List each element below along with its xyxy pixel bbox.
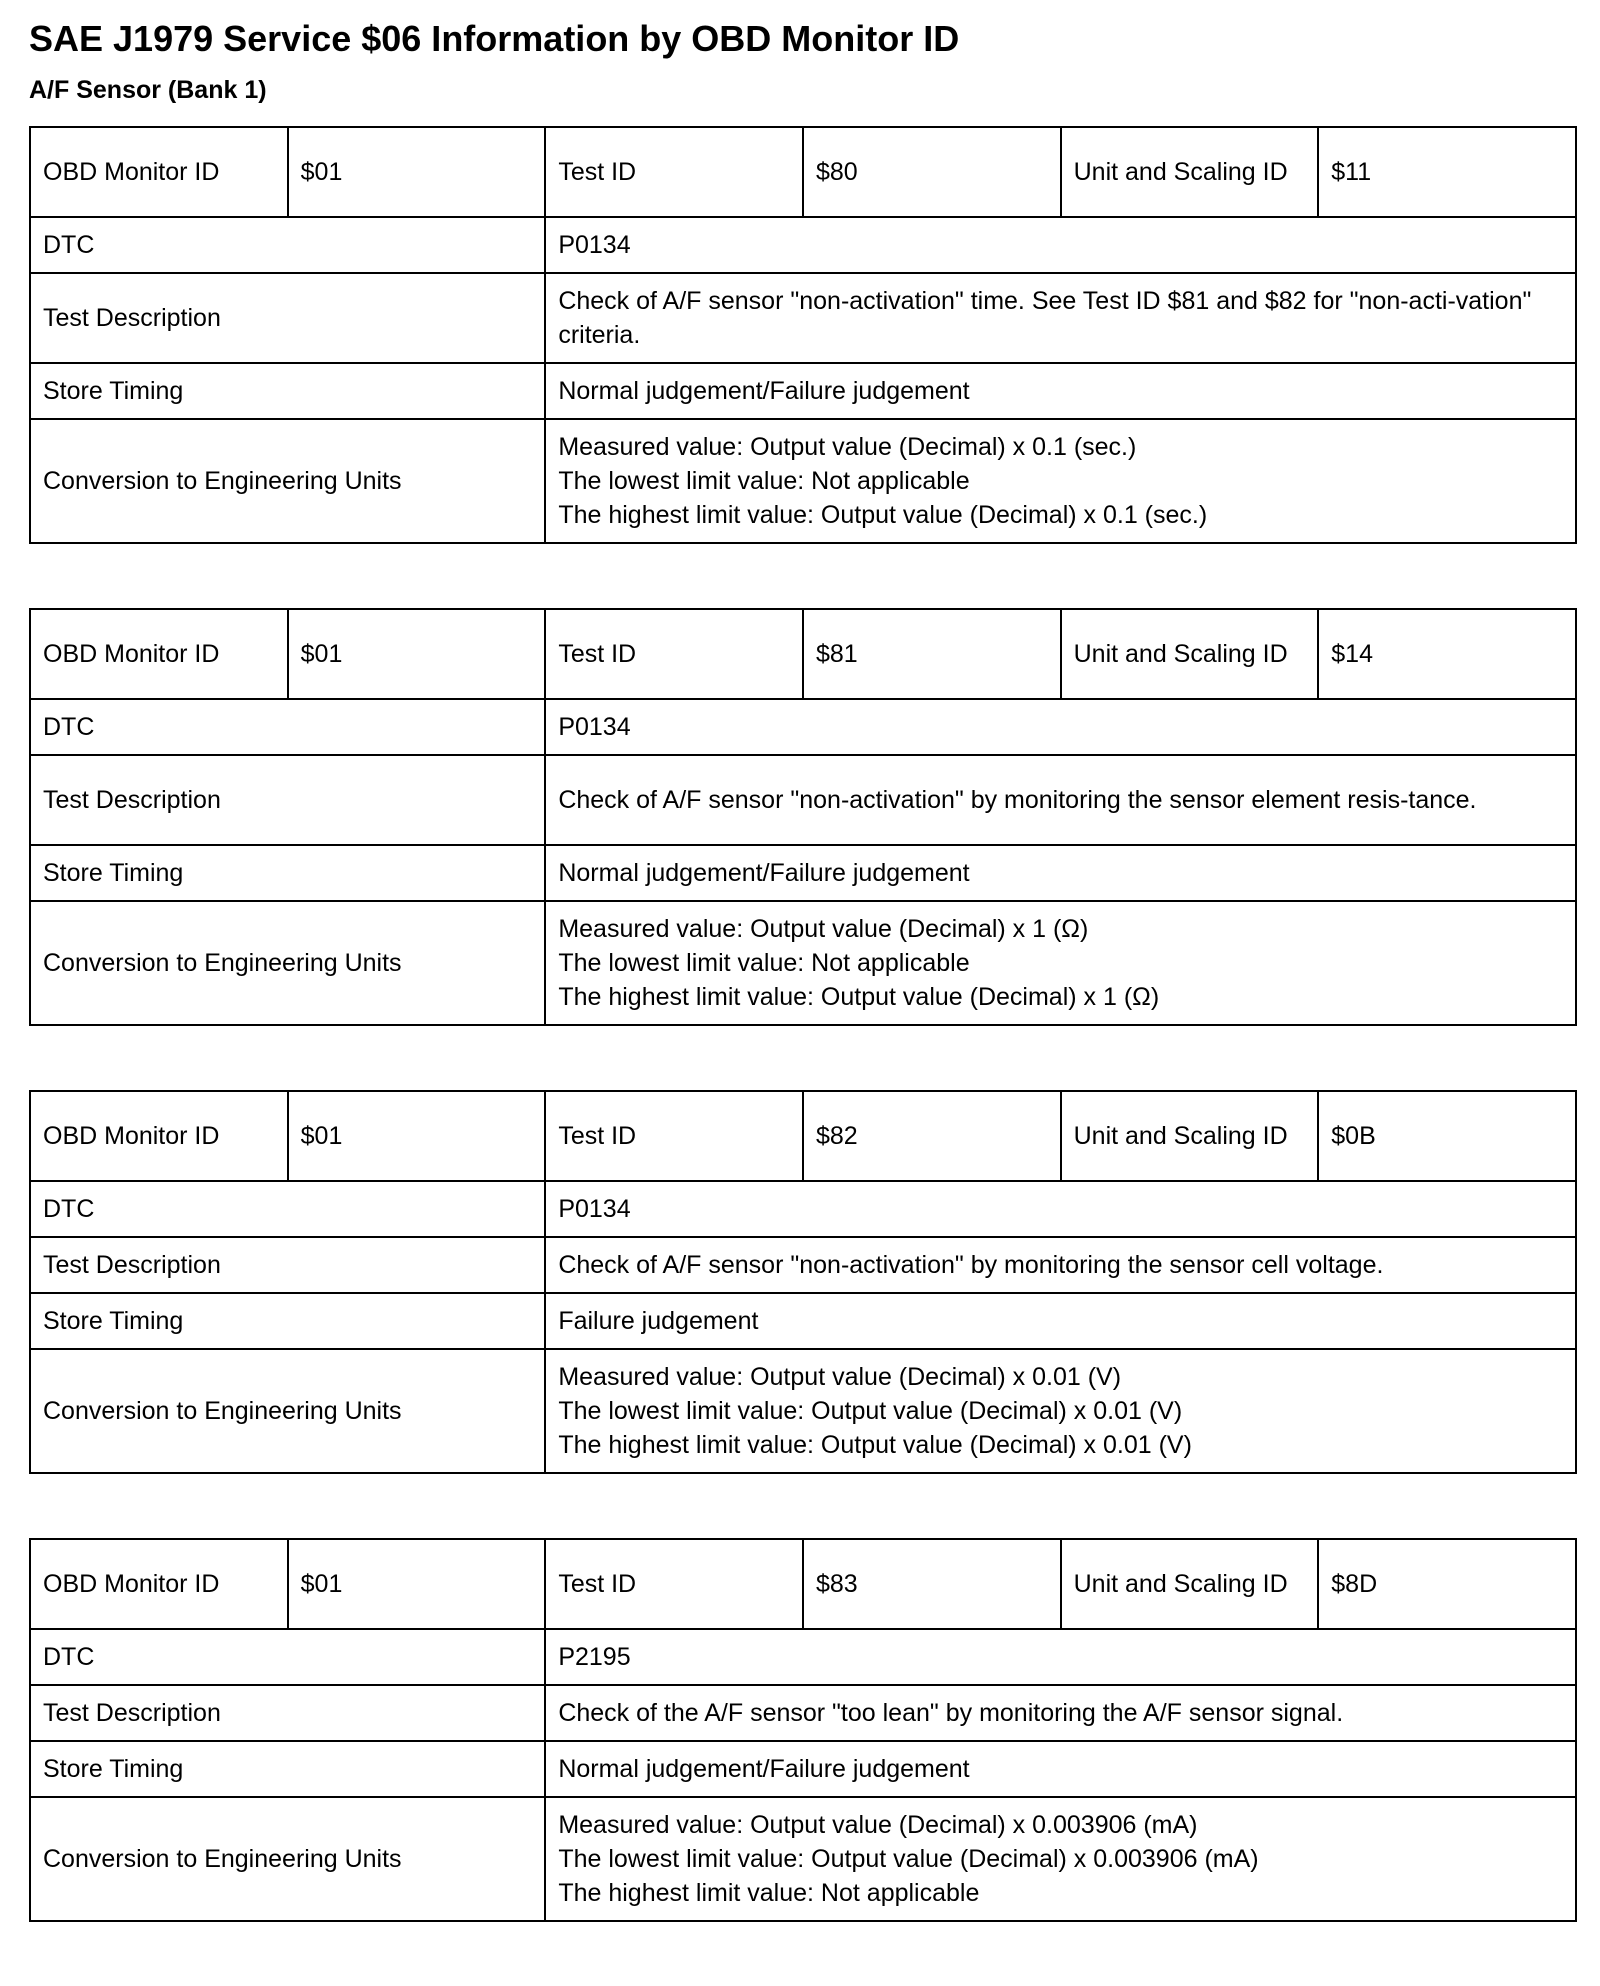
store-timing-label: Store Timing bbox=[30, 1741, 545, 1797]
conversion-line: Measured value: Output value (Decimal) x 1 (Ω) bbox=[558, 915, 1089, 943]
conversion-label: Conversion to Engineering Units bbox=[30, 901, 545, 1025]
table-row bbox=[30, 419, 1576, 543]
test-id-value: $80 bbox=[803, 127, 1061, 217]
monitor-id-label: OBD Monitor ID bbox=[30, 609, 288, 699]
table-row bbox=[30, 1349, 1576, 1473]
monitor-id-label: OBD Monitor ID bbox=[30, 1091, 288, 1181]
dtc-value: P0134 bbox=[545, 699, 1576, 755]
unit-scaling-value: $0B bbox=[1318, 1091, 1576, 1181]
monitor-id-label: OBD Monitor ID bbox=[30, 1539, 288, 1629]
test-id-label: Test ID bbox=[545, 1539, 803, 1629]
monitor-tables bbox=[29, 126, 1577, 1986]
conversion-line: The lowest limit value: Not applicable bbox=[558, 949, 970, 977]
conversion-value bbox=[545, 1797, 1576, 1921]
monitor-id-value: $01 bbox=[288, 609, 546, 699]
conversion-label: Conversion to Engineering Units bbox=[30, 419, 545, 543]
table-row bbox=[30, 1293, 1576, 1349]
description-value: Check of A/F sensor "non-activation" by monitoring the sensor element resis-tance. bbox=[545, 755, 1576, 845]
monitor-id-value: $01 bbox=[288, 1091, 546, 1181]
store-timing-value: Failure judgement bbox=[545, 1293, 1576, 1349]
description-value: Check of A/F sensor "non-activation" by monitoring the sensor cell voltage. bbox=[545, 1237, 1576, 1293]
store-timing-label: Store Timing bbox=[30, 1293, 545, 1349]
unit-scaling-label: Unit and Scaling ID bbox=[1061, 609, 1319, 699]
test-id-value: $81 bbox=[803, 609, 1061, 699]
table-row bbox=[30, 273, 1576, 363]
table-row bbox=[30, 755, 1576, 845]
store-timing-value: Normal judgement/Failure judgement bbox=[545, 363, 1576, 419]
store-timing-value: Normal judgement/Failure judgement bbox=[545, 1741, 1576, 1797]
store-timing-value: Normal judgement/Failure judgement bbox=[545, 845, 1576, 901]
conversion-line: The lowest limit value: Not applicable bbox=[558, 467, 970, 495]
unit-scaling-value: $14 bbox=[1318, 609, 1576, 699]
unit-scaling-label: Unit and Scaling ID bbox=[1061, 1091, 1319, 1181]
dtc-label: DTC bbox=[30, 1181, 545, 1237]
unit-scaling-label: Unit and Scaling ID bbox=[1061, 127, 1319, 217]
test-id-label: Test ID bbox=[545, 1091, 803, 1181]
monitor-table bbox=[29, 126, 1577, 544]
conversion-line: The highest limit value: Output value (Decimal) x 1 (Ω) bbox=[558, 983, 1160, 1011]
table-row bbox=[30, 901, 1576, 1025]
table-row bbox=[30, 217, 1576, 273]
conversion-line: The highest limit value: Not applicable bbox=[558, 1879, 980, 1907]
dtc-value: P2195 bbox=[545, 1629, 1576, 1685]
table-row bbox=[30, 1685, 1576, 1741]
store-timing-label: Store Timing bbox=[30, 363, 545, 419]
table-row bbox=[30, 127, 1576, 217]
description-value: Check of the A/F sensor "too lean" by monitoring the A/F sensor signal. bbox=[545, 1685, 1576, 1741]
description-label: Test Description bbox=[30, 273, 545, 363]
table-row bbox=[30, 1741, 1576, 1797]
test-id-label: Test ID bbox=[545, 127, 803, 217]
table-row bbox=[30, 609, 1576, 699]
section-subtitle: A/F Sensor (Bank 1) bbox=[29, 76, 267, 104]
store-timing-label: Store Timing bbox=[30, 845, 545, 901]
table-row bbox=[30, 1181, 1576, 1237]
dtc-label: DTC bbox=[30, 1629, 545, 1685]
table-row bbox=[30, 699, 1576, 755]
dtc-label: DTC bbox=[30, 217, 545, 273]
dtc-value: P0134 bbox=[545, 217, 1576, 273]
unit-scaling-label: Unit and Scaling ID bbox=[1061, 1539, 1319, 1629]
table-row bbox=[30, 1237, 1576, 1293]
table-row bbox=[30, 1629, 1576, 1685]
table-row bbox=[30, 1797, 1576, 1921]
monitor-id-value: $01 bbox=[288, 127, 546, 217]
conversion-line: The highest limit value: Output value (Decimal) x 0.1 (sec.) bbox=[558, 501, 1208, 529]
table-row bbox=[30, 845, 1576, 901]
monitor-id-label: OBD Monitor ID bbox=[30, 127, 288, 217]
monitor-table bbox=[29, 608, 1577, 1026]
dtc-label: DTC bbox=[30, 699, 545, 755]
table-row bbox=[30, 363, 1576, 419]
conversion-line: Measured value: Output value (Decimal) x 0.003906 (mA) bbox=[558, 1811, 1198, 1839]
table-row bbox=[30, 1091, 1576, 1181]
unit-scaling-value: $8D bbox=[1318, 1539, 1576, 1629]
test-id-value: $83 bbox=[803, 1539, 1061, 1629]
test-id-label: Test ID bbox=[545, 609, 803, 699]
conversion-label: Conversion to Engineering Units bbox=[30, 1349, 545, 1473]
table-row bbox=[30, 1539, 1576, 1629]
conversion-value bbox=[545, 1349, 1576, 1473]
unit-scaling-value: $11 bbox=[1318, 127, 1576, 217]
conversion-line: Measured value: Output value (Decimal) x 0.01 (V) bbox=[558, 1363, 1122, 1391]
page-title: SAE J1979 Service $06 Information by OBD Monitor ID bbox=[29, 18, 960, 59]
conversion-line: The lowest limit value: Output value (Decimal) x 0.01 (V) bbox=[558, 1397, 1183, 1425]
description-label: Test Description bbox=[30, 1237, 545, 1293]
monitor-id-value: $01 bbox=[288, 1539, 546, 1629]
conversion-line: The highest limit value: Output value (Decimal) x 0.01 (V) bbox=[558, 1431, 1192, 1459]
conversion-value bbox=[545, 419, 1576, 543]
test-id-value: $82 bbox=[803, 1091, 1061, 1181]
description-label: Test Description bbox=[30, 1685, 545, 1741]
description-label: Test Description bbox=[30, 755, 545, 845]
conversion-line: The lowest limit value: Output value (Decimal) x 0.003906 (mA) bbox=[558, 1845, 1259, 1873]
dtc-value: P0134 bbox=[545, 1181, 1576, 1237]
conversion-value bbox=[545, 901, 1576, 1025]
description-value: Check of A/F sensor "non-activation" time. See Test ID $81 and $82 for "non-acti-vation" criteria. bbox=[545, 273, 1576, 363]
conversion-label: Conversion to Engineering Units bbox=[30, 1797, 545, 1921]
conversion-line: Measured value: Output value (Decimal) x 0.1 (sec.) bbox=[558, 433, 1137, 461]
monitor-table bbox=[29, 1090, 1577, 1474]
monitor-table bbox=[29, 1538, 1577, 1922]
